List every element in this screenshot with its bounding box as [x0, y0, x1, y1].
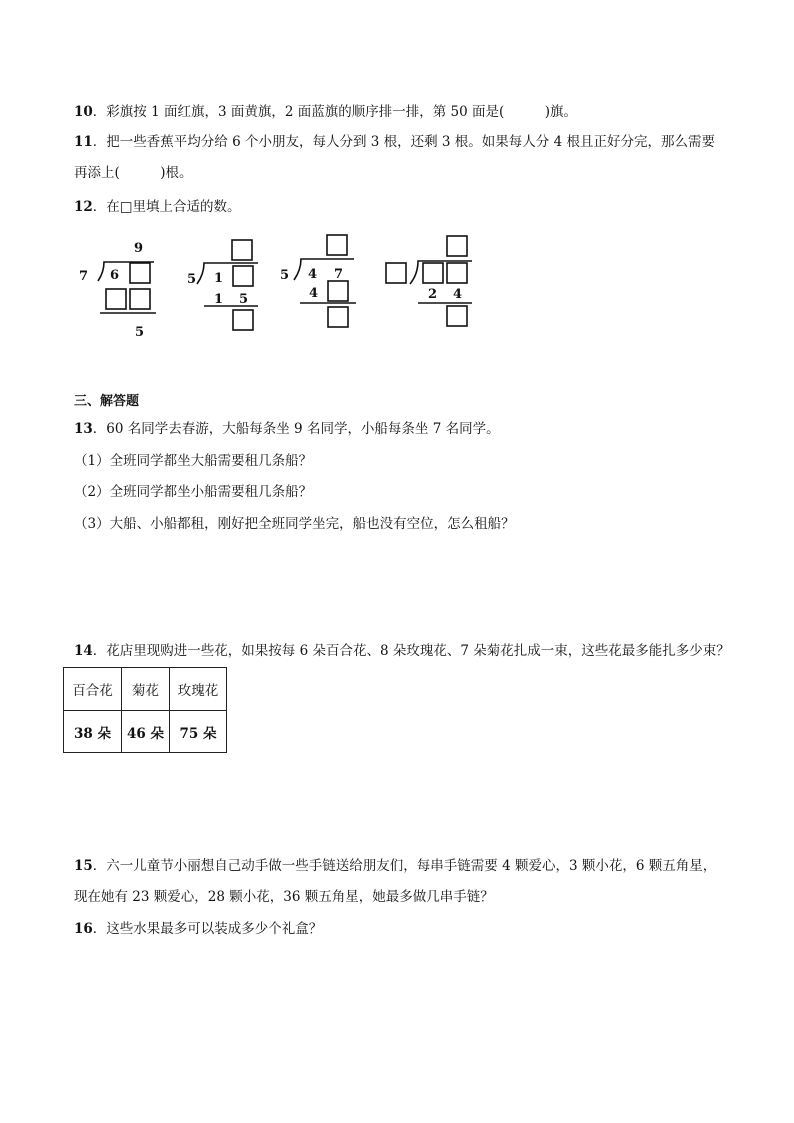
product-digit: 2	[428, 287, 438, 302]
table-header-cell: 菊花	[122, 668, 170, 711]
question-13-sub-2: （2）全班同学都坐小船需要租几条船？	[74, 484, 313, 500]
divisor: 5	[280, 268, 290, 283]
blank-box	[232, 240, 252, 260]
question-13	[74, 420, 500, 438]
table-header-row	[64, 668, 227, 711]
question-text: ．60 名同学去春游，大船每条坐 9 名同学，小船每条坐 7 名同学。	[92, 421, 500, 437]
table-cell: 38 朵	[64, 711, 122, 753]
question-number: 12	[74, 199, 93, 215]
blank-box	[328, 307, 348, 327]
question-11-line-1	[74, 133, 715, 151]
blank-box	[447, 306, 467, 326]
question-16	[74, 920, 322, 938]
divisor: 7	[79, 269, 89, 284]
question-text: ．六一儿童节小丽想自己动手做一些手链送给朋友们，每串手链需要 4 颗爱心，3 颗小花，6 颗五角星，	[92, 858, 717, 874]
question-15-line-2: 现在她有 23 颗爱心，28 颗小花，36 颗五角星，她最多做几串手链？	[74, 889, 494, 905]
table-cell: 75 朵	[170, 711, 227, 753]
question-13-sub-1: （1）全班同学都坐大船需要租几条船？	[74, 453, 313, 469]
blank-box	[328, 281, 348, 301]
question-15-line-1	[74, 857, 716, 875]
question-text: ．花店里现购进一些花，如果按每 6 朵百合花、8 朵玫瑰花、7 朵菊花扎成一束，这些花最多能扎多少束？	[92, 643, 730, 659]
quotient-digit: 9	[134, 241, 144, 256]
blank-box	[233, 266, 253, 286]
blank-box	[233, 310, 253, 330]
question-number: 14	[74, 643, 93, 659]
blank-box	[386, 263, 406, 283]
question-10	[74, 103, 577, 121]
question-text: ．在□里填上合适的数。	[92, 199, 241, 215]
question-number: 16	[74, 921, 93, 937]
divisor: 5	[187, 272, 197, 287]
table-header-cell: 玫瑰花	[170, 668, 227, 711]
dividend-digit: 1	[214, 271, 224, 286]
product-digit: 1	[214, 292, 224, 307]
division-figure-1	[98, 262, 156, 313]
blank-box	[106, 289, 126, 309]
table-cell: 46 朵	[122, 711, 170, 753]
dividend-digit: 7	[334, 267, 344, 282]
question-text: ．这些水果最多可以装成多少个礼盒？	[92, 921, 323, 937]
blank-box	[447, 236, 467, 256]
division-figure-3	[294, 235, 356, 327]
blank-box	[130, 263, 150, 283]
question-number: 10	[74, 104, 93, 120]
section-title: 三、解答题	[74, 394, 140, 409]
product-digit: 4	[309, 286, 319, 301]
division-figure-4	[386, 236, 472, 326]
product-digit: 4	[453, 287, 463, 302]
table-row	[64, 711, 227, 753]
blank-box	[423, 263, 443, 283]
question-11-line-2: 再添上( )根。	[74, 165, 193, 181]
question-12	[74, 198, 241, 216]
flower-table	[63, 667, 227, 753]
table-header-cell: 百合花	[64, 668, 122, 711]
product-digit: 5	[239, 292, 249, 307]
question-13-sub-3: （3）大船、小船都租，刚好把全班同学坐完，船也没有空位，怎么租船？	[74, 516, 515, 532]
dividend-digit: 4	[308, 267, 318, 282]
blank-box	[327, 235, 347, 255]
question-number: 15	[74, 858, 93, 874]
blank-box	[130, 289, 150, 309]
question-text: ．彩旗按 1 面红旗，3 面黄旗，2 面蓝旗的顺序排一排，第 50 面是( )旗。	[92, 104, 578, 120]
division-figure-2	[197, 240, 258, 330]
division-figures	[0, 230, 794, 340]
question-text: ．把一些香蕉平均分给 6 个小朋友，每人分到 3 根，还剩 3 根。如果每人分 4 根且正好分完，那么需要	[92, 134, 715, 150]
question-number: 13	[74, 421, 93, 437]
dividend-digit: 6	[110, 268, 120, 283]
remainder-digit: 5	[135, 325, 145, 340]
question-14	[74, 642, 730, 660]
question-number: 11	[74, 134, 93, 150]
blank-box	[447, 263, 467, 283]
